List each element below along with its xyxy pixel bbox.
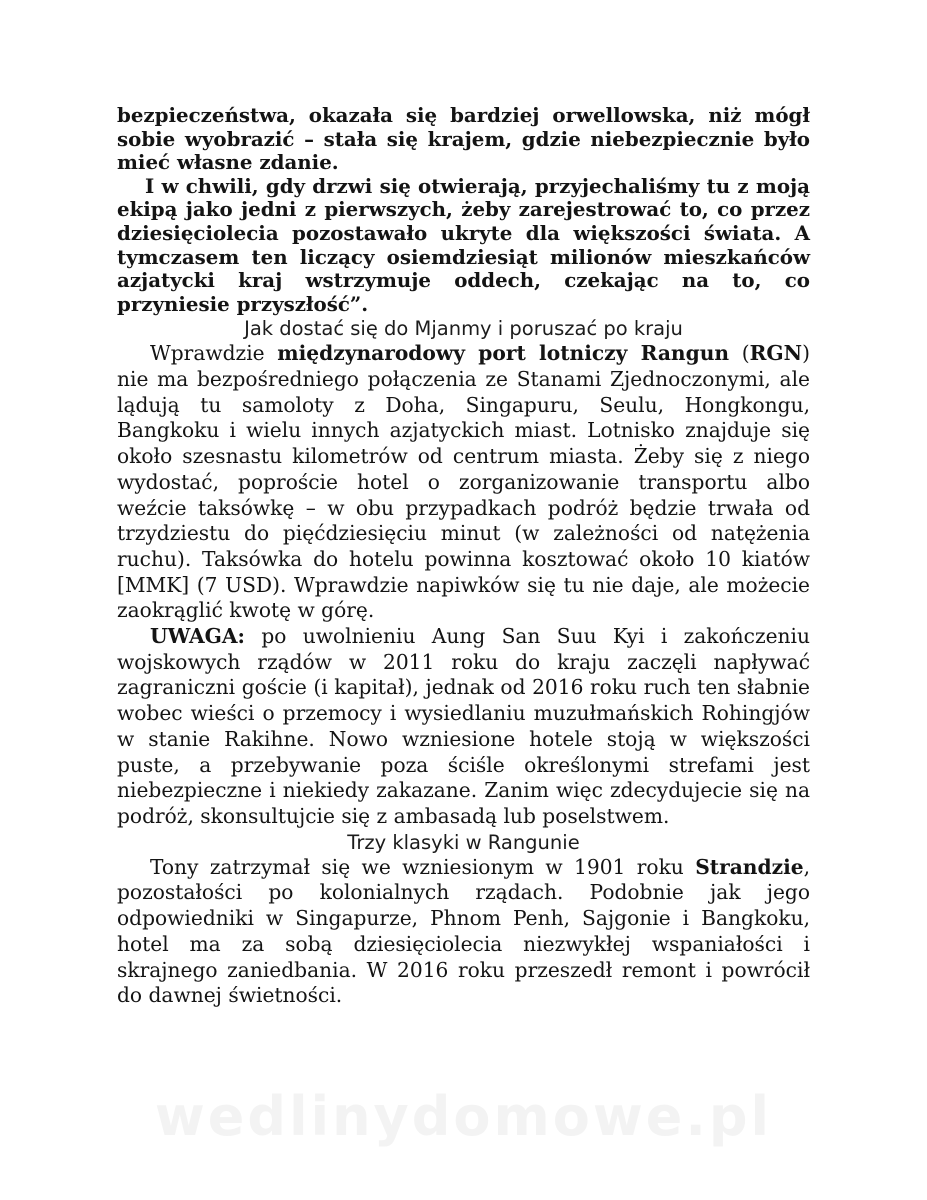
paragraph-warning [117,624,810,830]
airport-code: RGN [749,341,803,366]
airport-name: międzynarodowy port lotniczy Rangun [277,341,730,366]
opening-paragraph-2: I w chwili, gdy drzwi się otwierają, przyjechaliśmy tu z moją ekipą jako jedni z pierwszych, żeby zarejestrować to, co przez dziesięciolecia pozostawało ukryte dla większości świata. A tymczasem ten liczący osiemdziesiąt milionów mieszkańców azjatycki kraj wstrzymuje oddech, czekając na to, co przyniesie przyszłość”. [117,173,810,316]
watermark: wedlinydomowe.pl [154,1085,773,1148]
text-run: Wprawdzie [150,341,278,366]
text-run: , pozostałości po kolonialnych rządach. Podobnie jak jego odpowiedniki w Singapurze, Phnom Penh, Sajgonie i Bangkoku, hotel ma za sobą dziesięciolecia niezwykłej wspaniałości i skrajnego zaniedbania. W 2016 roku przeszedł remont i powrócił do dawnej świetności. [117,854,810,1008]
text-run: po uwolnieniu Aung San Suu Kyi i zakończeniu wojskowych rządów w 2011 roku do kraju zaczęli napływać zagraniczni goście (i kapitał), jednak od 2016 roku ruch ten słabnie wobec wieści o przemocy i wysiedlaniu muzułmańskich Rohingjów w stanie Rakihne. Nowo wzniesione hotele stoją w większości puste, a przebywanie poza ściśle określonymi strefami jest niebezpieczne i niekiedy zakazane. Zanim więc zdecydujecie się na podróż, skonsultujcie się z ambasadą lub poselstwem. [117,624,810,828]
text-run: ) nie ma bezpośredniego połączenia ze Stanami Zjednoczonymi, ale lądują tu samoloty z Doha, Singapuru, Seulu, Hongkongu, Bangkoku i wielu innych azjatyckich miast. Lotnisko znajduje się około szesnastu kilometrów od centrum miasta. Żeby się z niego wydostać, poproście hotel o zorganizowanie transportu albo weźcie taksówkę – w obu przypadkach podróż będzie trwała od trzydziestu do pięćdziesięciu minut (w zależności od natężenia ruchu). Taksówka do hotelu powinna kosztować około 10 kiatów [MMK] (7 USD). Wprawdzie napiwków się tu nie daje, ale możecie zaokrąglić kwotę w górę. [117,341,810,623]
section-heading-travel: Jak dostać się do Mjanmy i poruszać po kraju [244,317,683,341]
text-run: ( [729,341,750,366]
text-run: Tony zatrzymał się we wzniesionym w 1901 roku [150,854,696,879]
paragraph-airport [117,341,810,624]
warning-label: UWAGA: [150,624,246,649]
hotel-name: Strandzie [695,854,804,879]
section-heading-classics: Trzy klasyki w Rangunie [347,830,580,854]
opening-paragraph-1: bezpieczeństwa, okazała się bardziej orwellowska, niż mógł sobie wyobrazić – stała się krajem, gdzie niebezpiecznie było mieć własne zdanie. [117,103,810,175]
section-travel-body [117,341,810,829]
section-classics-body [117,855,810,1009]
opening-quote [117,104,810,316]
page-content [117,104,810,1009]
paragraph-strand [117,855,810,1009]
